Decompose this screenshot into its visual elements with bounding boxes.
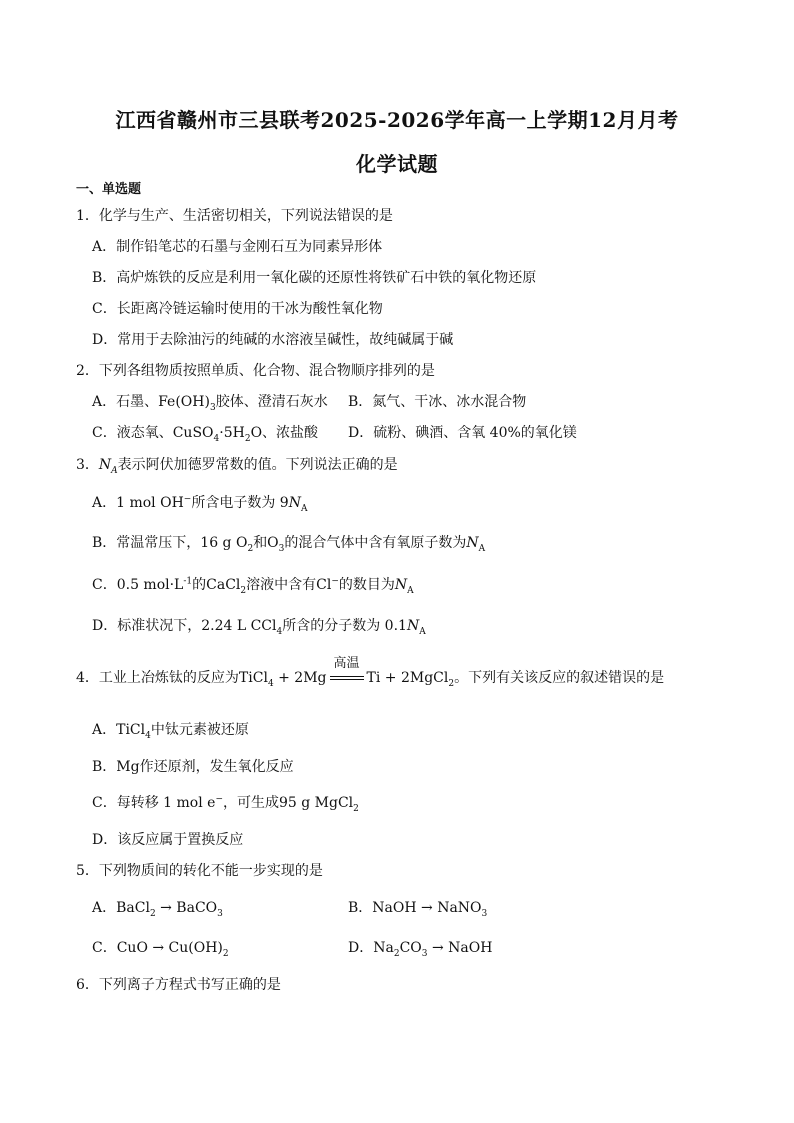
exam-title: 江西省赣州市三县联考2025-2026学年高一上学期12月月考 xyxy=(115,108,679,132)
q4-reactant1-sub: 4 xyxy=(267,678,274,689)
q5-a-sub2: 3 xyxy=(217,908,223,919)
q2-a-text2: 胶体、澄清石灰水 xyxy=(215,394,328,410)
q3-na-symbol: N xyxy=(98,457,112,473)
q4-reactant1: TiCl xyxy=(238,670,268,686)
q5-c-text: C．CuO → Cu(OH) xyxy=(92,940,223,956)
q2-option-b: B．氮气、干冰、冰水混合物 xyxy=(348,394,527,410)
q4-a-sub: 4 xyxy=(145,730,151,741)
q3-d-text2: 所含的分子数为 0.1 xyxy=(282,618,407,634)
q3-stem-text: 表示阿伏加德罗常数的值。下列说法正确的是 xyxy=(117,457,398,473)
q3-c-na-sub: A xyxy=(407,585,414,596)
q5-c-sub: 2 xyxy=(222,948,229,959)
q5-option-b xyxy=(348,898,487,918)
q4-equals-sign xyxy=(330,656,364,688)
q3-d-na-sub: A xyxy=(419,626,426,637)
q5-b-sub: 3 xyxy=(481,908,488,919)
q2-c-sub: 4 xyxy=(213,433,220,444)
q3-a-sup: − xyxy=(183,494,192,505)
q1-option-a: A．制作铅笔芯的石墨与金刚石互为同素异形体 xyxy=(92,239,383,255)
q4-stem xyxy=(76,656,665,689)
q4-a-text1: A．TiCl xyxy=(92,722,146,738)
q4-option-c xyxy=(92,793,359,813)
q5-d-text1: D．Na xyxy=(348,940,394,956)
q3-b-text2: 和O xyxy=(253,535,279,551)
q2-a-sub: 3 xyxy=(209,402,216,413)
q4-c-sup: − xyxy=(215,794,223,805)
q3-a-text2: 所含电子数为 9 xyxy=(191,495,289,511)
q3-b-text3: 的混合气体中含有氧原子数为 xyxy=(284,535,467,551)
q3-c-na: N xyxy=(394,577,408,593)
q3-b-sub2: 3 xyxy=(278,543,285,554)
q1-option-d: D．常用于去除油污的纯碱的水溶液呈碱性，故纯碱属于碱 xyxy=(92,332,454,348)
q3-c-sub: 2 xyxy=(240,585,247,596)
q3-b-na: N xyxy=(466,535,479,551)
q3-a-na-sub: A xyxy=(300,503,308,514)
q2-option-c xyxy=(92,423,318,443)
q4-c-sub: 2 xyxy=(353,803,359,814)
exam-subtitle: 化学试题 xyxy=(356,152,438,176)
q3-d-na: N xyxy=(406,618,420,634)
q5-stem: 5．下列物质间的转化不能一步实现的是 xyxy=(76,863,323,879)
q1-stem: 1．化学与生产、生活密切相关，下列说法错误的是 xyxy=(76,208,393,224)
q3-b-text1: B．常温常压下，16 g O xyxy=(92,535,248,551)
q4-option-d: D．该反应属于置换反应 xyxy=(92,832,244,848)
q4-a-text2: 中钛元素被还原 xyxy=(150,722,249,738)
q3-a-na: N xyxy=(288,495,301,511)
q3-c-text1: C．0.5 mol·L xyxy=(92,577,184,593)
section-heading: 一、单选题 xyxy=(76,182,142,197)
q2-c-text1: C．液态氧、CuSO xyxy=(92,425,214,441)
q5-d-text2: CO xyxy=(399,940,422,956)
q3-number: 3． xyxy=(76,457,99,473)
q5-a-text2: → BaCO xyxy=(155,900,218,916)
q2-a-text1: A．石墨、Fe(OH) xyxy=(92,394,210,410)
q5-option-c xyxy=(92,938,229,958)
q3-c-text3: 溶液中含有Cl xyxy=(246,577,332,593)
q4-suffix: 。下列有关该反应的叙述错误的是 xyxy=(454,670,665,686)
q4-products: Ti + 2MgCl xyxy=(366,670,449,686)
q4-products-sub: 2 xyxy=(448,678,455,689)
q2-option-d: D．硫粉、碘酒、含氧 40%的氧化镁 xyxy=(348,425,577,441)
q2-option-a xyxy=(92,392,328,412)
q4-c-text2: ，可生成95 g MgCl xyxy=(222,795,354,811)
q4-reactant2: + 2Mg xyxy=(273,670,327,686)
q3-na-sub: A xyxy=(111,465,118,476)
q3-c-text4: 的数目为 xyxy=(338,577,395,593)
q2-c-text3: O、浓盐酸 xyxy=(250,425,319,441)
q4-prefix: 4．工业上冶炼钛的反应为 xyxy=(76,670,239,686)
q3-a-text1: A．1 mol OH xyxy=(92,495,184,511)
q3-c-sup2: − xyxy=(331,576,339,587)
q4-c-text1: C．每转移 1 mol e xyxy=(92,795,216,811)
q1-option-b: B．高炉炼铁的反应是利用一氧化碳的还原性将铁矿石中铁的氧化物还原 xyxy=(92,270,537,286)
q3-option-a xyxy=(92,493,307,513)
q5-d-sub2: 3 xyxy=(421,948,428,959)
q5-option-d xyxy=(348,938,492,958)
q4-condition: 高温 xyxy=(333,656,360,671)
q5-b-text: B．NaOH → NaNO xyxy=(348,900,482,916)
q6-stem: 6．下列离子方程式书写正确的是 xyxy=(76,977,281,993)
q3-stem xyxy=(76,455,398,475)
q3-option-b xyxy=(92,533,485,553)
q2-c-text2: ·5H xyxy=(219,425,245,441)
q4-option-b: B．Mg作还原剂，发生氧化反应 xyxy=(92,759,294,775)
q3-option-c xyxy=(92,575,414,595)
q5-option-a xyxy=(92,898,223,918)
q4-option-a xyxy=(92,720,249,740)
q3-option-d xyxy=(92,616,426,636)
q5-a-sub: 2 xyxy=(149,908,156,919)
q2-c-sub2: 2 xyxy=(244,433,251,444)
q3-d-sub: 4 xyxy=(276,626,283,637)
q3-d-text1: D．标准状况下，2.24 L CCl xyxy=(92,618,277,634)
q2-stem: 2．下列各组物质按照单质、化合物、混合物顺序排列的是 xyxy=(76,363,435,379)
q5-a-text1: A．BaCl xyxy=(92,900,150,916)
q3-c-text2: 的CaCl xyxy=(192,577,241,593)
q5-d-sub1: 2 xyxy=(393,948,400,959)
q5-d-text3: → NaOH xyxy=(427,940,493,956)
q1-option-c: C．长距离冷链运输时使用的干冰为酸性氧化物 xyxy=(92,301,383,317)
q3-c-sup1: -1 xyxy=(183,576,193,587)
q3-b-na-sub: A xyxy=(478,543,486,554)
q3-b-sub1: 2 xyxy=(247,543,254,554)
